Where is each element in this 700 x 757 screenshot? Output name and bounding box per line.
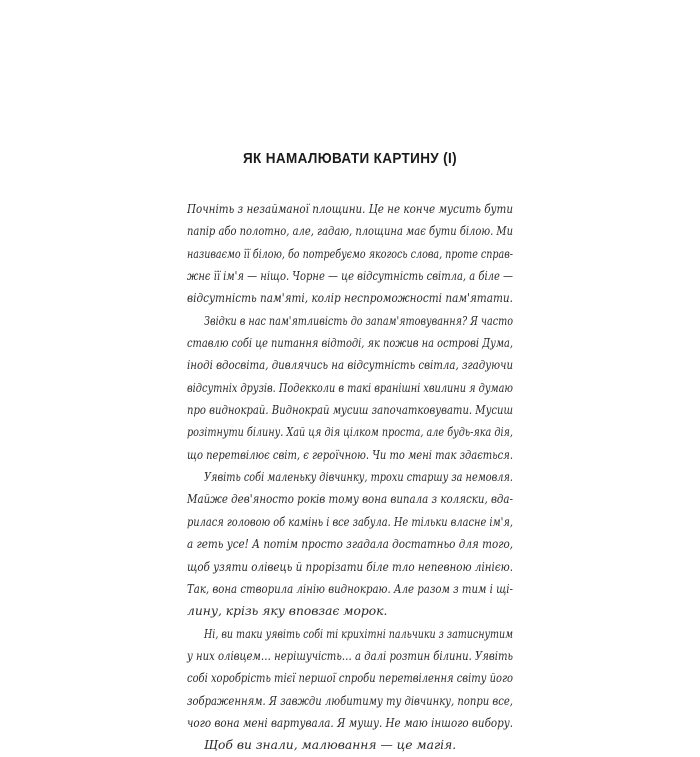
text-line: іноді вдосвіта, дивлячись на відсутність світла, згадуючи [187,358,514,373]
text-line: рилася головою об камінь і все забула. Не тільки власне ім'я, [187,514,513,529]
paragraph [187,623,513,735]
text-line: щоб узяти олівець й прорізати біле тло непевною лінією. [187,559,514,574]
paragraph [187,734,513,756]
text-line: Звідки в нас пам'ятливість до запам'ятовування? Я часто [204,313,514,328]
text-line: Майже дев'яносто років тому вона випала з коляски, вда- [187,492,514,507]
text-line: Уявіть собі маленьку дівчинку, трохи старшу за немовля. [204,470,513,485]
paragraph [187,466,513,622]
text-line: Так, вона створила лінію виднокраю. Але разом з тим і щі- [187,581,513,596]
text-line: Щоб ви знали, малювання — це магія. [204,738,457,753]
text-line: папір або полотно, але, гадаю, площина має бути білою. Ми [187,224,514,239]
text-line: називаємо її білою, бо потребуємо якогось слова, проте справ- [187,246,513,261]
paragraph [187,198,513,310]
text-line: ставлю собі це питання відтоді, як пожив на острові Дума, [187,336,513,351]
text-line: у них олівцем… нерішучість… а далі розтин білини. Уявіть [187,648,514,663]
text-line: відсутніх друзів. Подекколи в такі вранішні хвилини я думаю [187,380,514,395]
chapter-body [187,198,513,757]
text-line: а геть усе! А потім просто згадала достатньо для того, [187,537,514,552]
text-line: відсутність пам'яті, колір неспроможності пам'ятати. [187,291,513,306]
text-line: розітнути білину. Хай ця дія цілком проста, але будь-яка дія, [187,425,514,440]
text-line: Почніть з незайманої площини. Це не конче мусить бути [187,202,513,216]
paragraph [187,310,513,466]
chapter-title: ЯК НАМАЛЮВАТИ КАРТИНУ (I) [242,150,458,167]
text-line: Ні, ви таки уявіть собі ті крихітні пальчики з затиснутим [204,626,514,641]
text-line: чого вона мені вартувала. Я мушу. Не маю іншого вибору. [187,715,514,730]
text-line: лину, крізь яку вповзає морок. [187,604,388,619]
text-line: собі хоробрість тієї першої спроби перетвілення світу його [187,671,513,686]
text-line: жнє її ім'я — ніщо. Чорне — це відсутність світла, а біле — [187,269,514,284]
text-line: зображенням. Я завжди любитиму ту дівчинку, попри все, [187,693,513,708]
text-line: що перетвілює світ, є героїчною. Чи то мені так здається. [187,447,513,462]
text-line: про виднокрай. Виднокрай мусиш започатковувати. Мусиш [187,403,514,418]
